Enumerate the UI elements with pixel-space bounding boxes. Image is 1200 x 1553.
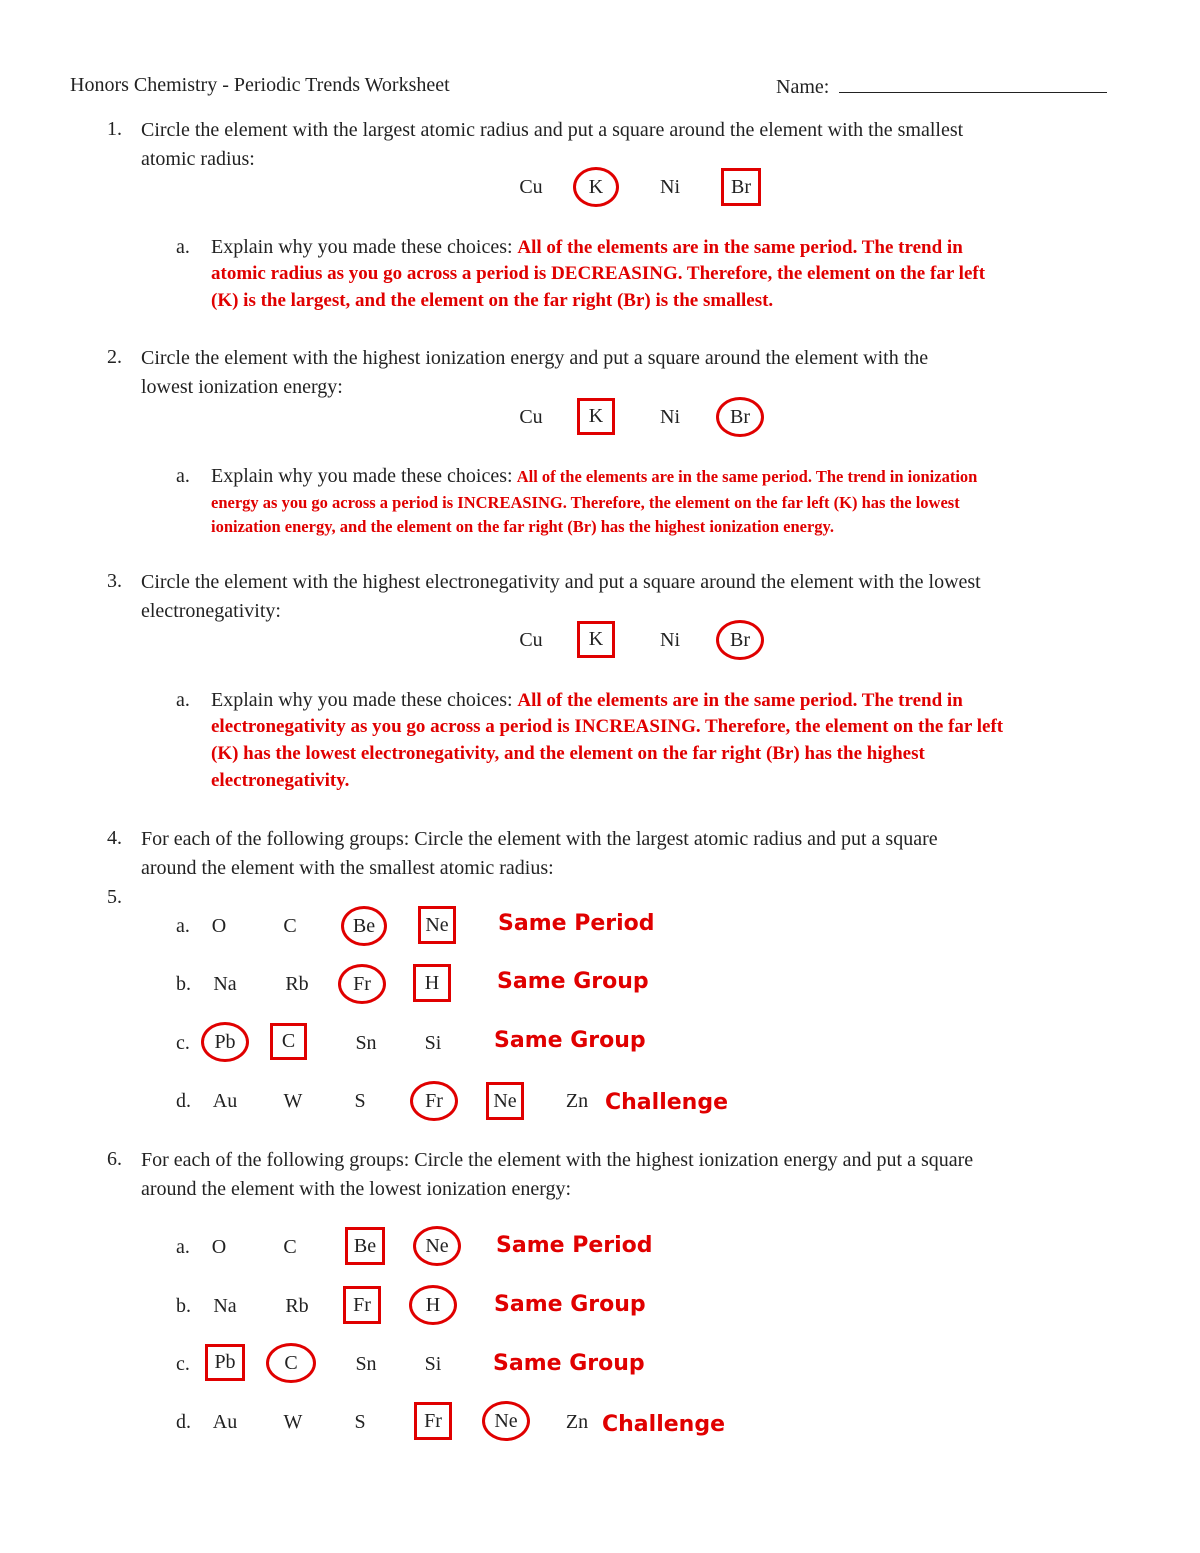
q6d-tag: Challenge bbox=[602, 1412, 725, 1437]
q2-number: 2. bbox=[107, 346, 122, 368]
q3a-answer-3: (K) has the lowest electronegativity, and the element on the far right (Br) has the highest bbox=[211, 743, 925, 764]
q4a-element-ne-squared: Ne bbox=[418, 906, 456, 944]
q4a-element-c: C bbox=[283, 915, 297, 937]
q3-element-ni: Ni bbox=[660, 629, 680, 651]
q2-element-ni: Ni bbox=[660, 406, 680, 428]
q4d-label: d. bbox=[176, 1090, 191, 1112]
q4c-element-pb-circled: Pb bbox=[201, 1022, 249, 1062]
q4c-label: c. bbox=[176, 1032, 190, 1054]
q4b-element-h-squared: H bbox=[413, 964, 451, 1002]
q6d-label: d. bbox=[176, 1411, 191, 1433]
q6c-element-pb-squared: Pb bbox=[205, 1344, 245, 1381]
q6d-element-au: Au bbox=[212, 1411, 238, 1433]
q6a-tag: Same Period bbox=[496, 1233, 653, 1258]
q4c-tag: Same Group bbox=[494, 1028, 646, 1053]
q6b-element-fr-squared: Fr bbox=[343, 1286, 381, 1324]
q4a-label: a. bbox=[176, 915, 190, 937]
q4c-element-c-squared: C bbox=[270, 1023, 307, 1060]
worksheet-title: Honors Chemistry - Periodic Trends Worksheet bbox=[70, 74, 450, 96]
q6d-element-fr-squared: Fr bbox=[414, 1402, 452, 1440]
q4b-tag: Same Group bbox=[497, 969, 649, 994]
q3-text-line1: Circle the element with the highest electronegativity and put a square around the element with the lowest bbox=[141, 571, 981, 593]
q6b-tag: Same Group bbox=[494, 1292, 646, 1317]
q2a-answer-1: All of the elements are in the same period. The trend in ionization bbox=[516, 467, 978, 486]
q4d-tag: Challenge bbox=[605, 1090, 728, 1115]
name-label: Name: bbox=[776, 76, 830, 98]
q1-element-br-squared: Br bbox=[721, 168, 761, 206]
q3a-answer-1: All of the elements are in the same period. The trend in bbox=[517, 690, 963, 711]
q6a-label: a. bbox=[176, 1236, 190, 1258]
q4d-element-w: W bbox=[283, 1090, 303, 1112]
q6a-element-be-squared: Be bbox=[345, 1227, 385, 1265]
q3a-label: a. bbox=[176, 689, 190, 711]
q1-text-line1: Circle the element with the largest atomic radius and put a square around the element with the smallest bbox=[141, 119, 964, 141]
q6d-element-s: S bbox=[354, 1411, 366, 1433]
q4b-label: b. bbox=[176, 973, 191, 995]
q2a-label: a. bbox=[176, 465, 190, 487]
q6d-element-ne-circled: Ne bbox=[482, 1401, 530, 1441]
q4d-element-au: Au bbox=[212, 1090, 238, 1112]
name-field bbox=[776, 74, 1107, 99]
q6c-tag: Same Group bbox=[493, 1351, 645, 1376]
q4d-element-fr-circled: Fr bbox=[410, 1081, 458, 1121]
q6d-element-zn: Zn bbox=[565, 1411, 589, 1433]
q3-number: 3. bbox=[107, 570, 122, 592]
q3-text-line2: electronegativity: bbox=[141, 600, 281, 622]
q6a-element-ne-circled: Ne bbox=[413, 1226, 461, 1266]
q2a-prompt: Explain why you made these choices: bbox=[211, 465, 513, 487]
q5-number: 5. bbox=[107, 886, 122, 908]
q6d-element-w: W bbox=[283, 1411, 303, 1433]
q6c-element-si: Si bbox=[424, 1353, 442, 1375]
q3-element-cu: Cu bbox=[519, 629, 543, 651]
q6b-label: b. bbox=[176, 1295, 191, 1317]
q3-element-k-squared: K bbox=[577, 621, 615, 658]
q6a-element-c: C bbox=[283, 1236, 297, 1258]
q3a-answer-2: electronegativity as you go across a period is INCREASING. Therefore, the element on the far left bbox=[211, 716, 1004, 737]
q2-element-cu: Cu bbox=[519, 406, 543, 428]
q6-text-line1: For each of the following groups: Circle the element with the highest ionization energy and put a square bbox=[141, 1149, 974, 1171]
q1a-prompt: Explain why you made these choices: bbox=[211, 236, 513, 258]
q2-text-line1: Circle the element with the highest ionization energy and put a square around the element with the bbox=[141, 347, 929, 369]
q6c-label: c. bbox=[176, 1353, 190, 1375]
q4c-element-si: Si bbox=[424, 1032, 442, 1054]
q2a-line1 bbox=[211, 462, 977, 491]
q6c-element-c-circled: C bbox=[266, 1343, 316, 1383]
q2a-answer-2: energy as you go across a period is INCREASING. Therefore, the element on the far left (K) has the lowest bbox=[211, 493, 960, 512]
q1-number: 1. bbox=[107, 118, 122, 140]
q1a-label: a. bbox=[176, 236, 190, 258]
q2-element-k-squared: K bbox=[577, 398, 615, 435]
q6a-element-o: O bbox=[211, 1236, 227, 1258]
q3a-line1 bbox=[211, 686, 963, 715]
q3a-answer-4: electronegativity. bbox=[211, 770, 350, 791]
q4a-element-o: O bbox=[211, 915, 227, 937]
q4d-element-ne-squared: Ne bbox=[486, 1082, 524, 1120]
q4c-element-sn: Sn bbox=[355, 1032, 377, 1054]
q4b-element-rb: Rb bbox=[285, 973, 309, 995]
q4b-element-fr-circled: Fr bbox=[338, 964, 386, 1004]
q6b-element-na: Na bbox=[213, 1295, 237, 1317]
q4d-element-zn: Zn bbox=[565, 1090, 589, 1112]
q3a-prompt: Explain why you made these choices: bbox=[211, 689, 513, 711]
q1-element-cu: Cu bbox=[519, 176, 543, 198]
q1-text-line2: atomic radius: bbox=[141, 148, 255, 170]
name-blank-line bbox=[839, 74, 1107, 93]
q3-element-br-circled: Br bbox=[716, 620, 764, 660]
q1-element-k-circled: K bbox=[573, 167, 619, 207]
q4-text-line2: around the element with the smallest atomic radius: bbox=[141, 857, 554, 879]
q6-number: 6. bbox=[107, 1148, 122, 1170]
q2a-answer-3: ionization energy, and the element on the far right (Br) has the highest ionization energy. bbox=[211, 517, 834, 536]
q4-text-line1: For each of the following groups: Circle the element with the largest atomic radius and put a square bbox=[141, 828, 938, 850]
q1a-answer-3: (K) is the largest, and the element on the far right (Br) is the smallest. bbox=[211, 290, 774, 311]
q2-element-br-circled: Br bbox=[716, 397, 764, 437]
q6-text-line2: around the element with the lowest ionization energy: bbox=[141, 1178, 572, 1200]
q1a-line1 bbox=[211, 233, 963, 262]
q4-number: 4. bbox=[107, 827, 122, 849]
q2-text-line2: lowest ionization energy: bbox=[141, 376, 343, 398]
q4a-element-be-circled: Be bbox=[341, 906, 387, 946]
q1-element-ni: Ni bbox=[660, 176, 680, 198]
q1a-answer-1: All of the elements are in the same period. The trend in bbox=[517, 237, 963, 258]
q4d-element-s: S bbox=[354, 1090, 366, 1112]
q4b-element-na: Na bbox=[213, 973, 237, 995]
q1a-answer-2: atomic radius as you go across a period is DECREASING. Therefore, the element on the far left bbox=[211, 263, 986, 284]
q4a-tag: Same Period bbox=[498, 911, 655, 936]
q6b-element-h-circled: H bbox=[409, 1285, 457, 1325]
q6c-element-sn: Sn bbox=[355, 1353, 377, 1375]
q6b-element-rb: Rb bbox=[285, 1295, 309, 1317]
